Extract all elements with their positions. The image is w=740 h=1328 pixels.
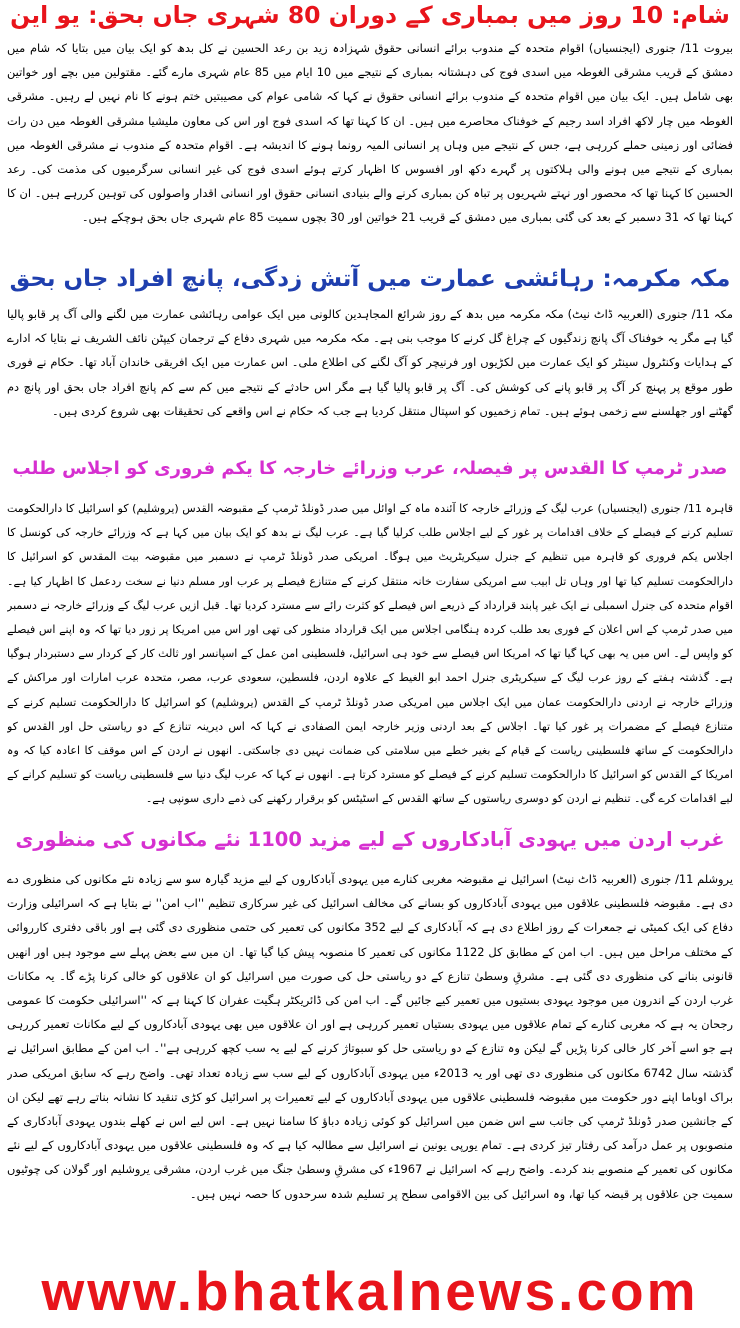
site-url-footer: www.bhatkalnews.com — [41, 1260, 699, 1322]
article-headline: صدر ٹرمپ کا القدس پر فیصلہ، عرب وزرائے خارجہ کا یکم فروری کو اجلاس طلب — [12, 458, 728, 479]
article-west-bank — [7, 813, 733, 1328]
article-body: بیروت 11/ جنوری (ایجنسیاں) اقوام متحدہ کے مندوب برائے انسانی حقوق شہزادہ زید بن رعد الحسین نے کل بدھ کو ایک بیان میں بتایا کہ شام میں دمشق کے قریب مشرقی الغوطہ میں اسدی فوج کی دہشتانہ بمباری کے نتیجے میں 10 ایام میں 85 عام شہری مارے گئے۔ مقتولین میں بچے اور خواتین بھی شامل ہیں۔ ایک بیان میں اقوام متحدہ کے مندوب برائے انسانی حقوق نے کہا کہ شامی عوام کی مصیبتیں ختم ہونے کا نام نہیں لے رہیں۔ مشرقی الغوطہ میں چار لاکھ افراد اسد رجیم کے خوفناک محاصرے میں ہیں۔ ان کا کہنا تھا کہ اسدی فوج اور اس کی معاون ملیشیا مشرقی الغوطہ میں دن رات فضائی اور زمینی حملے کررہی ہے، جس کے نتیجے میں وہاں پر انسانی المیہ رونما ہونے کا اندیشہ ہے۔ اقوام متحدہ کے مندوب نے مشرقی الغوطہ میں بمباری کے نتیجے میں ہونے والی ہلاکتوں پر گہرے دکھ اور افسوس کا اظہار کرتے ہوئے اسدی فوج کی غیر انسانی سرگرمیوں کی مذمت کی۔ رعد الحسین کا کہنا تھا کہ محصور اور نہتے شہریوں پر تباہ کن بمباری کرنے والے بنیادی انسانی حقوق اور انسانی اقدار واصولوں کی توہین کررہے ہیں۔ ان کا کہنا تھا کہ 31 دسمبر کے بعد کی گئی بمباری میں دمشق کے قریب 21 خواتین اور 30 بچوں سمیت 85 عام شہری جاں بحق ہوچکے ہیں۔ — [7, 41, 733, 225]
article-headline: شام: 10 روز میں بمباری کے دوران 80 شہری جاں بحق: یو این — [10, 1, 730, 29]
article-body: یروشلم 11/ جنوری (العربیہ ڈاٹ نیٹ) اسرائیل نے مقبوضہ مغربی کنارے میں یہودی آبادکاروں کے لیے مزید گیارہ سو سے زیادہ نئے مکانوں کی منظوری دے دی ہے۔ مقبوضہ فلسطینی علاقوں میں یہودی آبادکاروں کو بسانے کی مخالف اسرائیل کی غیر سرکاری تنظیم ''اب امن'' نے بتایا ہے کہ اسرائیلی وزارت دفاع کی ایک کمیٹی نے جمعرات کے روز اطلاع دی ہے کہ آبادکاری کے لیے 352 مکانوں کی تعمیر کی حتمی منظوری دی گئی ہے اور باقی دفتری کارروائی کے مختلف مراحل میں ہیں۔ اب امن کے مطابق کل 1122 مکانوں کی تعمیر کا منصوبہ پیش کیا گیا تھا۔ ان میں سے بعض پہلے سے موجود ہیں اور انھیں قانونی بنانے کی منظوری دی گئی ہے۔ مشرقِ وسطیٰ تنازع کے دو ریاستی حل کی صورت میں اسرائیل کو ان علاقوں کو خالی کرنا پڑے گا۔ یہ مکانات غرب اردن کے اندرون میں موجود یہودی بستیوں میں تعمیر کیے جائیں گے۔ اب امن کی ڈائریکٹر ہگیت عفران کا کہنا ہے کہ ''اسرائیلی حکومت کا عمومی رجحان یہ ہے کہ مغربی کنارے کے تمام علاقوں میں یہودی بستیاں تعمیر کررہی ہے اور ان علاقوں میں بھی یہودی آبادکاروں کے لیے مکانات تعمیر کررہی ہے جو اسے آخر کار خالی کرنا پڑیں گے لیکن وہ تنازع کے دو ریاستی حل کو سبوتاژ کرنے کے لیے یہ سب کچھ کررہی ہے''۔ اب امن کے مطابق اسرائیل نے گذشتہ سال 6742 مکانوں کی منظوری دی تھی اور یہ 2013ء میں یہودی آبادکاروں کے لیے سب سے زیادہ تعداد تھی۔ واضح رہے کہ سابق امریکی صدر براک اوباما اپنے دور حکومت میں مقبوضہ فلسطینی علاقوں میں یہودی آبادکاروں کے لیے تعمیرات پر اسرائیل کو کڑی تنقید کا نشانہ بناتے رہے تھے لیکن ان کے جانشین صدر ڈونلڈ ٹرمپ کی جانب سے اس ضمن میں اسرائیل کو کوئی زیادہ دباؤ کا سامنا نہیں ہے۔ اس لیے اس نے کھلے بندوں یہودی آبادکاری کے منصوبوں پر عمل درآمد کی رفتار تیز کردی ہے۔ تمام یورپی یونین نے اسرائیل سے مطالبہ کیا ہے کہ وہ فلسطینی علاقوں میں یہودی آبادکاروں کے لیے نئے مکانوں کی تعمیر کے منصوبے بند کردے۔ واضح رہے کہ اسرائیل نے 1967ء کی مشرقِ وسطیٰ جنگ میں غرب اردن، مشرقی یروشلیم اور گولان کی چوٹیوں سمیت جن علاقوں پر قبضہ کیا تھا، وہ اسرائیل کی بین الاقوامی سطح پر تسلیم شدہ سرحدوں کا حصہ نہیں ہیں۔ — [7, 872, 733, 1201]
article-body: قاہرہ 11/ جنوری (ایجنسیاں) عرب لیگ کے وزرائے خارجہ کا آئندہ ماہ کے اوائل میں صدر ڈونلڈ ٹرمپ کے مقبوضہ القدس (یروشلیم) کو اسرائیل کا دارالحکومت تسلیم کرنے کے فیصلے کے خلاف اقدامات پر غور کے لیے اجلاس طلب کرلیا گیا ہے۔ عرب لیگ نے بدھ کو ایک بیان میں کہا ہے کہ وزرائے خارجہ کی کونسل کا اجلاس یکم فروری کو قاہرہ میں تنظیم کے جنرل سیکریٹریٹ میں ہوگا۔ امریکی صدر ڈونلڈ ٹرمپ نے دسمبر میں مقبوضہ بیت المقدس کو اسرائیل کا دارالحکومت تسلیم کیا تھا اور وہاں تل ابیب سے امریکی سفارت خانہ منتقل کرنے کے متنازع فیصلے پر عرب اور مسلم دنیا نے سخت ردعمل کا اظہار کیا ہے۔ اقوام متحدہ کی جنرل اسمبلی نے ایک غیر پابند قرارداد کے ذریعے اس فیصلے کو کثرت رائے سے مسترد کردیا تھا۔ قبل ازیں عرب لیگ کے وزرائے خارجہ نے دسمبر میں صدر ٹرمپ کے اس اعلان کے فوری بعد طلب کردہ ہنگامی اجلاس میں ایک قرارداد منظور کی تھی اور اس میں امریکا پر زور دیا تھا کہ وہ اپنے اس فیصلے کو واپس لے۔ اس میں یہ بھی کہا گیا تھا کہ امریکا اس فیصلے سے خود ہی اسرائیل، فلسطینی امن عمل کے اسپانسر اور ثالث کار کے کردار سے دستبردار ہوگیا ہے۔ گذشتہ ہفتے کے روز عرب لیگ کے سیکریٹری جنرل احمد ابو الغیط کے علاوہ اردن، فلسطین، سعودی عرب، مصر، متحدہ عرب امارات اور مراکش کے وزرائے خارجہ نے اردنی دارالحکومت عمان میں ایک اجلاس میں امریکی صدر ڈونلڈ ٹرمپ کے القدس (یروشلیم) کو اسرائیل کا دارالحکومت تسلیم کرنے کے متنازع فیصلے کے مضمرات پر غور کیا تھا۔ اجلاس کے بعد اردنی وزیر خارجہ ایمن الصفادی نے کہا کہ اس دیرینہ تنازع کے دو ریاستی حل اور القدس کو دارالحکومت کے ساتھ فلسطینی ریاست کے قیام کے بغیر خطے میں سلامتی کی ضمانت نہیں دی جاسکتی۔ انھوں نے اردن کے اس موقف کا اعادہ کیا کہ وہ امریکا کے القدس کو اسرائیل کا دارالحکومت تسلیم کرنے کے فیصلے کو مسترد کرتا ہے۔ انھوں نے کہا کہ عرب لیگ دنیا سے فلسطینی ریاست کو تسلیم کرانے کے لیے اقدامات کرے گی۔ تنظیم نے اردن کو دوسری ریاستوں کے ساتھ القدس کے اسٹیٹس کو برقرار رکھنے کی ذمے داری سونپی ہے۔ — [7, 502, 733, 806]
article-body: مکہ 11/ جنوری (العربیہ ڈاٹ نیٹ) مکہ مکرمہ میں بدھ کے روز شرائع المجاہدین کالونی میں ایک عوامی رہائشی عمارت میں لگنے والی آگ پر قابو پالیا گیا ہے مگر یہ خوفناک آگ پانچ زندگیوں کے چراغ گل کرنے کا موجب بنی ہے۔ مکہ مکرمہ میں شہری دفاع کے ترجمان کیپٹن نائف الشریف نے بتایا کہ ادارے کے ہدایات وکنٹرول سینٹر کو ایک عمارت میں لکڑیوں اور فرنیچر کو آگ لگنے کی اطلاع ملی۔ اس عمارت میں ایک افریقی خاندان آباد تھا۔ حکام نے فوری طور موقع پر پہنچ کر آگ پر قابو پانے کی کوشش کی۔ آگ پر قابو پالیا گیا ہے مگر اس حادثے کے نتیجے میں کم سے کم پانچ افراد جاں بحق اور پانچ دم گھٹنے اور جھلسنے سے زخمی ہوئے ہیں۔ تمام زخمیوں کو اسپتال منتقل کردیا ہے جب کہ حکام نے اس واقعے کی تحقیقات بھی شروع کردی ہیں۔ — [7, 307, 733, 418]
article-headline: غرب اردن میں یہودی آبادکاروں کے لیے مزید 1100 نئے مکانوں کی منظوری — [15, 828, 725, 851]
article-headline: مکہ مکرمہ: رہائشی عمارت میں آتش زدگی، پانچ افراد جاں بحق — [9, 266, 731, 292]
article-makkah-fire — [7, 254, 733, 447]
article-syria — [7, 0, 733, 254]
article-arab-league — [7, 447, 733, 813]
